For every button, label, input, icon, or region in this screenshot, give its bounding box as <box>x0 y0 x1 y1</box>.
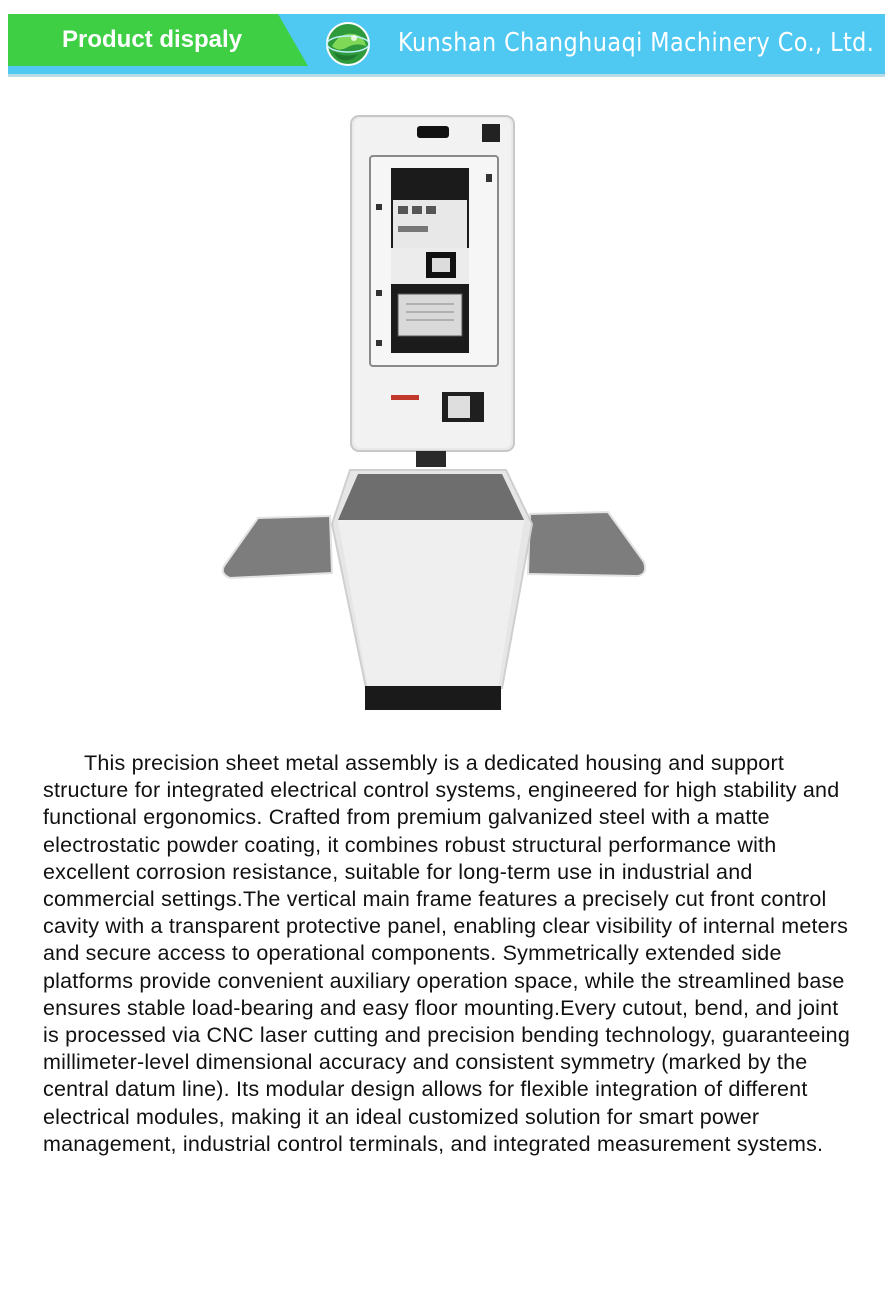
company-name: Kunshan Changhuaqi Machinery Co., Ltd. <box>398 28 875 58</box>
product-image <box>210 108 660 718</box>
product-description: This precision sheet metal assembly is a dedicated housing and support structure for integrated electrical control systems, engineered for high stability and functional ergonomics. Crafted from premium galvanized steel with a matte electrostatic powder coating, it combines robust structural performance with excellent corrosion resistance, suitable for long-term use in industrial and commercial settings.The vertical main frame features a precisely cut front control cavity with a transparent protective panel, enabling clear visibility of internal meters and secure access to operational components. Symmetrically extended side platforms provide convenient auxiliary operation space, while the streamlined base ensures stable load-bearing and easy floor mounting.Every cutout, bend, and joint is processed via CNC laser cutting and precision bending technology, guaranteeing millimeter-level dimensional accuracy and consistent symmetry (marked by the central datum line). Its modular design allows for flexible integration of different electrical modules, making it an ideal customized solution for smart power management, industrial control terminals, and integrated measurement systems. <box>43 751 850 1156</box>
header-banner <box>8 14 885 77</box>
globe-leaf-icon <box>324 20 372 68</box>
section-title: Product dispaly <box>62 26 243 53</box>
